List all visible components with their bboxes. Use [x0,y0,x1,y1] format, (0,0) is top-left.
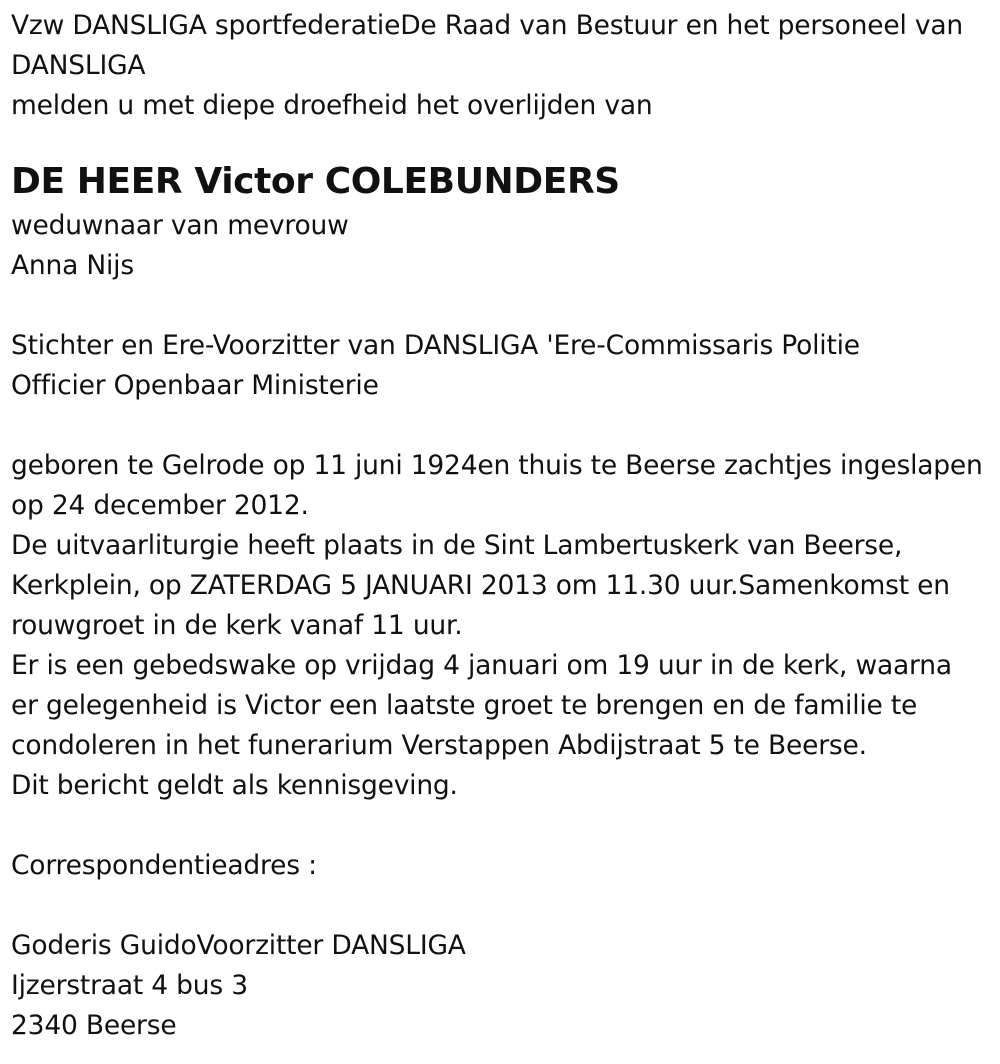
correspondence-line-2: Ijzerstraat 4 bus 3 [11,970,248,1001]
intro-line-3: melden u met diepe droefheid het overlijden van [11,90,653,121]
intro-line-2: DANSLIGA [11,50,146,81]
details-line-2: op 24 december 2012. [11,490,309,521]
details-line-1: geboren te Gelrode op 11 juni 1924en thuis te Beerse zachtjes ingeslapen [11,450,983,481]
deceased-name: DE HEER Victor COLEBUNDERS [11,161,620,202]
correspondence-line-1: Goderis GuidoVoorzitter DANSLIGA [11,930,466,961]
spacer [11,406,996,446]
details-line-6: Er is een gebedswake op vrijdag 4 januari om 19 uur in de kerk, waarna [11,650,952,681]
titles-line-2: Officier Openbaar Ministerie [11,370,379,401]
details-line-4: Kerkplein, op ZATERDAG 5 JANUARI 2013 om 11.30 uur.Samenkomst en [11,570,950,601]
intro-line-1: Vzw DANSLIGA sportfederatieDe Raad van Bestuur en het personeel van [11,10,963,41]
correspondence-label: Correspondentieadres : [11,850,317,881]
spacer [11,806,996,846]
details-line-7: er gelegenheid is Victor een laatste groet te brengen en de familie te [11,690,918,721]
correspondence-line-3: 2340 Beerse [11,1010,177,1041]
details-line-3: De uitvaarliturgie heeft plaats in de Sint Lambertuskerk van Beerse, [11,530,903,561]
spacer [11,886,996,926]
details-line-5: rouwgroet in de kerk vanaf 11 uur. [11,610,463,641]
spacer [11,286,996,326]
relation-line-1: weduwnaar van mevrouw [11,210,349,241]
details-line-8: condoleren in het funerarium Verstappen Abdijstraat 5 te Beerse. [11,730,867,761]
relation-line-2: Anna Nijs [11,250,134,281]
details-line-9: Dit bericht geldt als kennisgeving. [11,770,458,801]
titles-line-1: Stichter en Ere-Voorzitter van DANSLIGA 'Ere-Commissaris Politie [11,330,860,361]
